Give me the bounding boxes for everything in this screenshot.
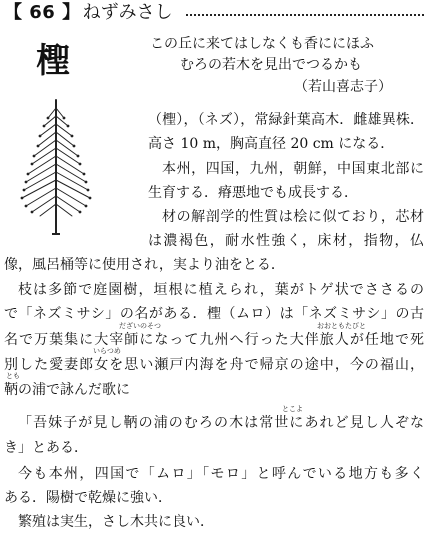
body-line: 本州，四国，九州，朝鮮，中国東北部に (162, 161, 424, 177)
ruby-tokoyo: とこよ (282, 405, 303, 413)
body-line: き」とある． (4, 440, 88, 456)
body-line: 名で万葉集に大宰師になって九州へ行った大伴旅人が任地で死 (4, 332, 424, 348)
entry-title: ねずみさし (82, 2, 173, 23)
tree-illustration (8, 96, 104, 240)
poem-author: （若山喜志子） (294, 79, 392, 95)
poem-line-2: むろの若木を見出でつるかも (180, 57, 362, 73)
body-line: ある．陽樹で乾燥に強い． (4, 490, 172, 506)
body-line: 別した愛妻郎女を思い瀬戸内海を舟で帰京の途中，今の福山， (4, 357, 424, 373)
body-line: 生育する．瘠悪地でも成長する． (148, 185, 358, 201)
species-kanji: 檉 (36, 41, 70, 81)
ruby-iratsume: いらつめ (93, 347, 121, 355)
entry-header (4, 2, 173, 24)
body-line: 枝は多節で庭園樹，垣根に植えられ，葉がトゲ状でささるの (18, 282, 424, 298)
body-line: 材の解剖学的性質は桧に似ており，芯材 (162, 209, 424, 225)
body-line: 「吾妹子が見し鞆の浦のむろの木は常世にあれど見し人ぞな (18, 415, 424, 431)
body-line: は濃褐色，耐水性強く，床材，指物，仏 (148, 233, 424, 249)
body-line: 鞆の浦で詠んだ歌に (4, 382, 130, 398)
body-line: 像，風呂桶等に使用され，実より油をとる． (4, 257, 285, 273)
body-line: 繁殖は実生，さし木共に良い． (18, 514, 214, 530)
ruby-ootomonotabito: おおともたびと (317, 322, 366, 330)
poem-line-1: この丘に来てはしなくも香ににほふ (150, 36, 374, 52)
header-dotted-rule (186, 14, 424, 16)
ruby-dazainosochi: だざいのそつ (119, 322, 161, 330)
body-line: で「ネズミサシ」の名がある．檉（ムロ）は「ネズミサシ」の古 (4, 306, 424, 322)
ruby-tomo: とも (6, 372, 20, 380)
entry-number: 【 66 】 (4, 2, 81, 23)
body-line: （檉），（ネズ），常緑針葉高木．雌雄異株． (148, 112, 424, 128)
body-line: 高さ 10 m，胸高直径 20 cm になる． (148, 136, 395, 152)
body-line: 今も本州，四国で「ムロ」「モロ」と呼んでいる地方も多く (18, 466, 424, 482)
